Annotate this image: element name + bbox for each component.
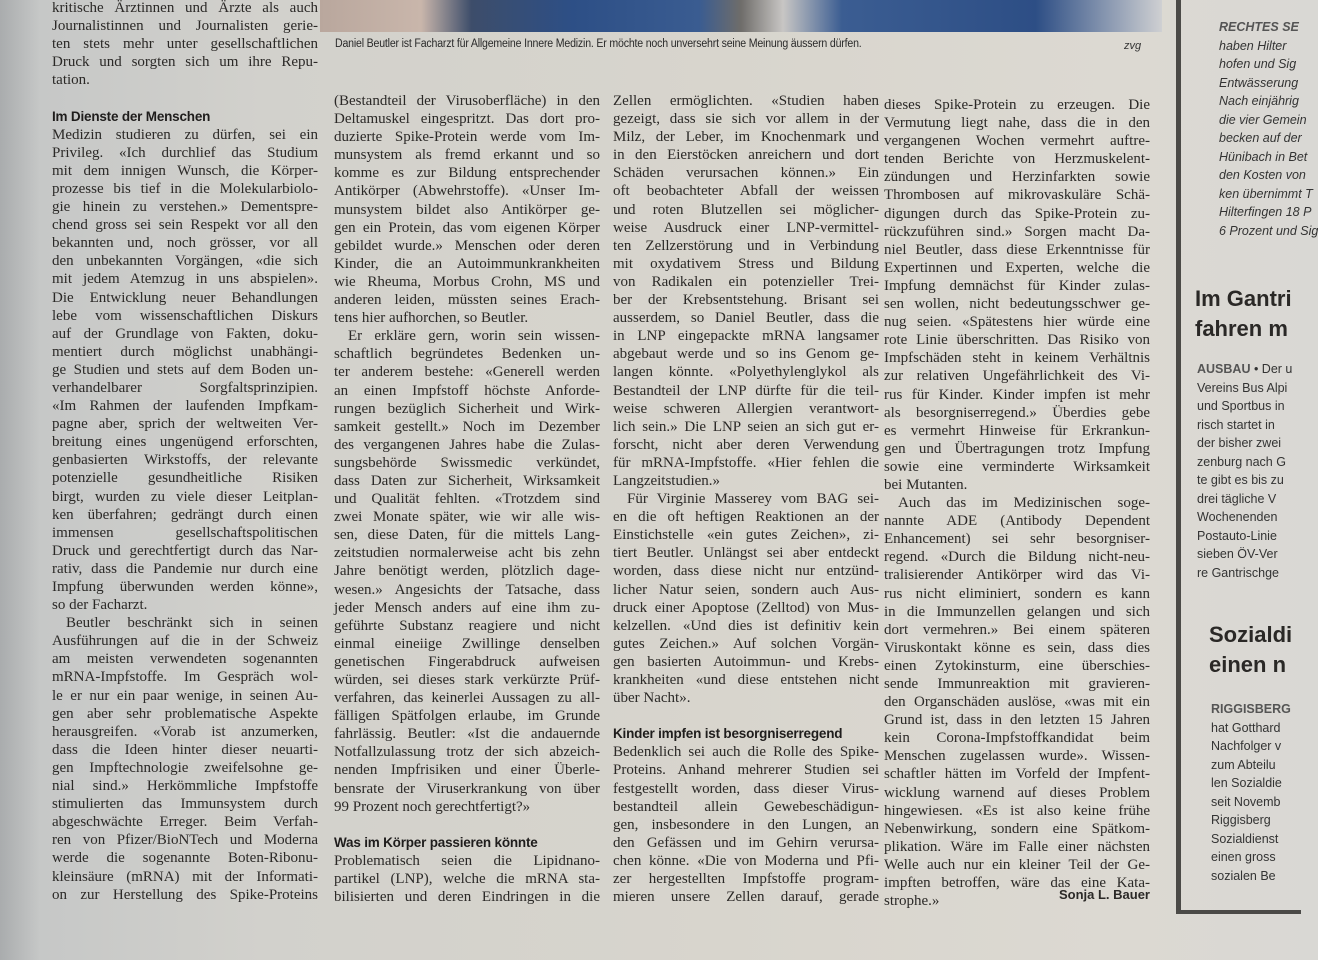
text-line: kleinsäure (mRNA) mit der Informati- — [52, 868, 318, 885]
text-line: Viruskontakt könne es sein, dass dies — [884, 639, 1150, 656]
text-line: fahrlässig. Beutler: «Ist die andauernde — [334, 726, 600, 743]
text-line: nenden Impfrisiken und einer Überle- — [334, 762, 600, 779]
text-line: weise Ausdruck einer LNP-vermittel- — [613, 219, 879, 236]
photo-credit: zvg — [1124, 40, 1142, 52]
sidebar-text-line: der bisher zwei — [1197, 436, 1282, 450]
text-line: bei Mutanten. — [884, 476, 968, 493]
text-line: niel Beutler, dass diese Erkenntnisse für — [884, 241, 1150, 258]
text-line: kein Corona-Impfstoffkandidat beim — [884, 730, 1150, 747]
text-line: Journalistinnen und Journalisten gerie- — [52, 18, 318, 35]
text-line: kritische Ärztinnen und Ärzte als auch — [52, 0, 318, 16]
text-line: tralisierender Antikörper wird das Vi- — [884, 567, 1150, 584]
text-line: mentiert durch möglichst unabhängi- — [52, 343, 318, 360]
photo-caption: Daniel Beutler ist Facharzt für Allgemeine Innere Medizin. Er möchte noch unversehrt seine Meinung äussern dürfen. — [335, 38, 862, 50]
text-line: Menschen zugelassen wurde». Wissen- — [884, 748, 1150, 765]
sidebar-text-line: ken übernimmt T — [1219, 186, 1313, 201]
text-line: Bedenklich sei auch die Rolle des Spike- — [613, 744, 879, 761]
sidebar-text-line: zum Abteilu — [1211, 757, 1276, 772]
text-line: es vermehrt Hinweise für Erkrankun- — [884, 422, 1150, 439]
text-line: impften betroffen, wäre das eine Kata- — [884, 875, 1150, 892]
text-line: mRNA-Impfstoffe. Im Gespräch wol- — [52, 669, 318, 686]
text-line: pagne aber, sprich der weltweiten Ver- — [52, 416, 318, 433]
text-line: on zur Herstellung des Spike-Proteins — [52, 886, 318, 903]
text-line: Die Entwicklung neuer Behandlungen — [52, 289, 318, 306]
text-line: am meisten verwendeten sogenannten — [52, 651, 318, 668]
text-line: werde die sogenannte Boten-Ribonu- — [52, 850, 318, 867]
text-line: wicklung warnend auf dieses Problem — [884, 784, 1150, 801]
text-line: birgt, wurden zu viele dieser Leitplan- — [52, 488, 318, 505]
text-line: rungen bezüglich Sicherheit und Wirk- — [334, 400, 600, 417]
text-line: wesen.» Angesichts der Tatsache, dass — [334, 581, 600, 598]
text-line: oft beobachteter Abfall der weissen — [613, 183, 879, 200]
text-line: zwei Monate später, wie wir alle wis- — [334, 509, 600, 526]
text-line: Impfschäden steht in keinem Verhältnis — [884, 350, 1150, 367]
sidebar-story-3-body — [1211, 719, 1291, 886]
text-line: gen und Übertragungen trotz Impfung — [884, 440, 1150, 457]
text-line: an einen Impfstoff höchste Anforde- — [334, 382, 600, 399]
text-line: den Gefässen und im Gehirn verursa- — [613, 834, 879, 851]
article-photo — [320, 0, 1162, 32]
sidebar-text-line: die vier Gemein — [1219, 112, 1307, 127]
sidebar-news-box — [1176, 0, 1318, 914]
text-line: rus nicht eliminiert, sondern es kann — [884, 585, 1150, 602]
text-line: bilisierten und deren Eindringen in die — [334, 889, 600, 906]
text-line: dass die Ideen hinter dieser neuarti- — [52, 741, 318, 758]
text-line: lebe vom wissenschaftlichen Diskurs — [52, 307, 318, 324]
text-line: potenzielle gesundheitliche Risiken — [52, 470, 318, 487]
sidebar-story-2-kicker: AUSBAU — [1197, 362, 1251, 376]
text-line: geführte Substanz reagiere und nicht — [334, 617, 600, 634]
text-line: «Im Rahmen der laufenden Impfkam- — [52, 398, 318, 415]
text-line: Expertinnen und Experten, welche die — [884, 259, 1150, 276]
text-line: gen ein Protein, das vom eigenen Körper — [334, 219, 600, 236]
text-line: sen, diese Daten, für die mittels Lang- — [334, 527, 600, 544]
text-line: prozesse bis tief in die Molekularbiolo- — [52, 180, 318, 197]
author-byline: Sonja L. Bauer — [1058, 887, 1150, 902]
text-line: Auch das im Medizinischen soge- — [898, 495, 1150, 512]
text-line: breitung eines ungenügend erforschten, — [52, 434, 318, 451]
text-line: tens hier aufhorchen, so Beutler. — [334, 310, 529, 327]
sidebar-story-2-headline — [1195, 284, 1292, 344]
sidebar-text-line: len Sozialdie — [1211, 776, 1282, 790]
sidebar-text-line: seit Novemb — [1211, 794, 1281, 809]
sidebar-text-line: Nach einjährig — [1219, 94, 1299, 108]
sidebar-text-line: Sozialdienst — [1211, 831, 1279, 846]
text-line: ten Zellzerstörung und in Verbindung — [613, 237, 879, 254]
text-line: Antikörper (Abwehrstoffe). «Unser Im- — [334, 183, 600, 200]
sidebar-text-line: haben Hilter — [1219, 38, 1287, 53]
text-line: Notfallzulassung trotz der sich abzeich- — [334, 744, 600, 761]
text-line: schaftlich begründetes Bedenken un- — [334, 346, 600, 363]
sidebar-text-line: Vereins Bus Alpi — [1197, 380, 1288, 395]
text-line: druck einer Apoptose (Zelltod) von Mus- — [613, 599, 879, 616]
text-line: schaftler hätten im Vorfeld der Impfent- — [884, 766, 1150, 783]
text-line: stimulierten das Immunsystem durch — [52, 796, 318, 813]
text-line: Proteins. Anhand mehrerer Studien sei — [613, 762, 879, 779]
text-line: Druck und sorgten sich um ihre Repu- — [52, 54, 318, 71]
text-line: genbasierten Wirkstoffs, der relevante — [52, 452, 318, 469]
sidebar-story-2-kicker-rest: • Der u — [1250, 362, 1293, 376]
sidebar-text-line: re Gantrischge — [1197, 565, 1279, 580]
text-line: le er nur ein paar wenige, in seinen Au- — [52, 687, 318, 704]
sidebar-text-line: 6 Prozent und Sig — [1219, 223, 1318, 238]
text-line: auf der Grundlage von Fakten, doku- — [52, 325, 318, 342]
text-line: Vermutung liegt nahe, dass die in den — [884, 115, 1150, 132]
text-line: in den Eierstöcken anreichern und dort — [613, 147, 879, 164]
sidebar-text-line: hat Gotthard — [1211, 720, 1281, 735]
text-line: plikation. Wäre im Falle einer nächsten — [884, 838, 1150, 855]
text-line: langen könnte. «Polyethylenglykol als — [613, 364, 879, 381]
text-line: Er erkläre gern, worin sein wissen- — [348, 328, 600, 345]
text-line: gen Impftechnologie zweifelsohne ge- — [52, 759, 318, 776]
text-line: einmal eineiige Zwillinge denselben — [334, 635, 600, 652]
text-line: bekannten und, noch grösser, vor all — [52, 235, 318, 252]
sidebar-story-1 — [1219, 18, 1318, 240]
section-heading: Kinder impfen ist besorgniserregend — [613, 726, 843, 742]
headline-line[interactable]: Sozialdi — [1209, 622, 1293, 647]
text-line: abgebaut werde und so ins Genom ge- — [613, 346, 879, 363]
text-line: Problematisch seien die Lipidnano- — [334, 852, 600, 869]
text-line: Langzeitstudien.» — [613, 472, 721, 489]
sidebar-text-line: den Kosten von — [1219, 168, 1306, 182]
text-line: tiert Beutler. Unlängst sei aber entdeckt — [613, 545, 879, 562]
text-line: ren von Pfizer/BioNTech und Moderna — [52, 832, 318, 849]
sidebar-text-line: zenburg nach G — [1197, 454, 1286, 469]
text-line: rus für Kinder. Kinder impfen ist mehr — [884, 386, 1150, 403]
text-line: gen, insbesondere in den Lungen, an — [613, 816, 879, 833]
text-line: vergangenen Wochen vermehrt auftre- — [884, 133, 1150, 150]
text-line: mieren unsere Zellen darauf, gerade — [613, 889, 879, 906]
text-line: Druck und gerechtfertigt durch das Nar- — [52, 542, 318, 559]
headline-line[interactable]: Im Gantri — [1195, 286, 1292, 311]
text-line: festgestellt worden, dass dieser Virus- — [613, 780, 879, 797]
text-line: strophe.» — [884, 893, 940, 910]
text-line: ken überfahren; gedrängt durch einen — [52, 506, 318, 523]
text-line: zur relativen Ungefährlichkeit des Vi- — [884, 368, 1150, 385]
section-heading: Im Dienste der Menschen — [52, 108, 211, 124]
text-line: Jahre benötigt werden, plötzlich dage- — [334, 563, 600, 580]
text-line: kelzellen. «Und dies ist definitiv kein — [613, 617, 879, 634]
sidebar-text-line: becken auf der — [1219, 131, 1302, 145]
text-line: gebildet wurde.» Menschen oder deren — [334, 237, 600, 254]
sidebar-text-line: Postauto-Linie — [1197, 528, 1277, 543]
text-line: tation. — [52, 72, 90, 89]
sidebar-text-line: Riggisberg — [1211, 813, 1271, 827]
text-line: den Organschäden auslöse, «was mit ein — [884, 694, 1150, 711]
text-line: Impfung überwunden werden könne», — [52, 579, 318, 595]
text-line: ge Studien und stets auf dem Boden un- — [52, 361, 318, 378]
text-line: nug seien. «Spätestens hier würde eine — [884, 314, 1150, 331]
text-line: chen könne. «Die von Moderna und Pfi- — [613, 852, 879, 869]
text-line: licher Natur seien, sondern auch Aus- — [613, 581, 879, 598]
text-line: einen Zytokinsturm, eine überschies- — [884, 657, 1150, 674]
text-line: für mRNA-Impfstoffe. «Hier fehlen die — [613, 454, 879, 471]
text-line: krankheiten «und diese entstehen nicht — [613, 672, 879, 688]
sidebar-story-3-kicker: RIGGISBERG — [1211, 702, 1291, 716]
text-line: zer hergestellten Impfstoffe program- — [613, 871, 879, 888]
sidebar-text-line: Wochenenden — [1197, 510, 1278, 524]
text-line: Thrombosen auf mikrovaskuläre Schä- — [884, 187, 1150, 204]
text-line: zündungen und Herzinfarkten sowie — [884, 169, 1150, 186]
text-line: jeder Mensch anders auf eine ihm zu- — [334, 599, 600, 616]
text-line: mit oxydativem Stress und Bildung — [613, 255, 879, 272]
text-line: und roten Blutzellen sei möglicher- — [613, 201, 879, 218]
text-line: Deltamuskel eingespritzt. Das dort pro- — [334, 111, 600, 128]
text-line: in LNP eingepackte mRNA langsamer — [613, 328, 879, 345]
text-line: gie hinein zu verstehen.» Dementspre- — [52, 199, 318, 216]
text-line: verfahren, das keinerlei Aussagen zu all- — [334, 690, 600, 707]
text-line: munsystem bildet also Antikörper ge- — [334, 201, 600, 218]
text-line: des vergangenen Jahres habe die Zulas- — [334, 436, 600, 453]
text-line: lich sein.» Die LNP seien an sich gut er- — [613, 418, 879, 435]
text-line: Ausführungen auf die in der Schweiz — [52, 633, 318, 650]
text-line: dass Daten zur Sicherheit, Wirksamkeit — [334, 472, 600, 489]
sidebar-story-3 — [1211, 700, 1291, 885]
text-line: Milz, der Leber, im Knochenmark und — [613, 129, 879, 146]
text-line: gutes Zeichen.» Auf solchen Vorgän- — [613, 635, 879, 652]
text-line: Medizin studieren zu dürfen, sei ein — [52, 126, 318, 143]
text-line: wie Rheuma, Morbus Crohn, MS und — [334, 273, 600, 290]
sidebar-story-2 — [1197, 360, 1292, 582]
text-line: Beutler beschränkt sich in seinen — [66, 615, 318, 632]
text-line: Privileg. «Ich durchlief das Studium — [52, 144, 318, 161]
headline-line[interactable]: einen n — [1209, 652, 1287, 677]
text-line: duzierte Spike-Protein werde vom Im- — [334, 129, 600, 146]
text-line: sen wollen, nicht bedeutungsschwer ge- — [884, 296, 1150, 313]
text-line: partikel (LNP), welche die mRNA sta- — [334, 871, 600, 888]
text-line: (Bestandteil der Virusoberfläche) in den — [334, 93, 600, 109]
text-line: digungen durch das Spike-Protein zu- — [884, 205, 1150, 222]
sidebar-text-line: Hilterfingen 18 P — [1219, 205, 1312, 219]
text-line: dieses Spike-Protein zu erzeugen. Die — [884, 97, 1150, 113]
text-line: ter anderem bestehe: «Generell werden — [334, 364, 600, 381]
text-line: Für Virginie Masserey vom BAG sei- — [627, 491, 879, 508]
sidebar-text-line: sieben ÖV-Ver — [1197, 547, 1278, 561]
text-line: immensen gesellschaftspolitischen — [52, 524, 318, 541]
text-line: Welle auch nur ein kleiner Teil der Ge- — [884, 856, 1150, 873]
text-line: bestandteil allein Gewebeschädigun- — [613, 798, 879, 815]
text-line: abgeschwächte Erreger. Beim Verfah- — [52, 814, 318, 831]
text-line: Einstichstelle «ein gutes Zeichen», zi- — [613, 527, 879, 544]
sidebar-text-line: Nachfolger v — [1211, 739, 1282, 753]
text-line: Zellen ermöglichten. «Studien haben — [613, 93, 879, 109]
text-line: gen aber sehr problematische Aspekte — [52, 705, 318, 722]
article-column-3 — [613, 92, 879, 906]
text-line: über Nacht». — [613, 690, 691, 707]
text-line: fälligen Spätfolgen erlaube, im Grunde — [334, 708, 600, 725]
page-shadow — [0, 0, 40, 960]
sidebar-text-line: risch startet in — [1197, 417, 1275, 432]
text-line: genetischen Fingerabdruck aufweisen — [334, 653, 600, 670]
text-line: tenden Berichte von Herzmuskelent- — [884, 151, 1150, 168]
text-line: Kinder, die an Autoimmunkrankheiten — [334, 255, 600, 272]
text-line: mit dem innigen Wunsch, die Körper- — [52, 162, 318, 179]
text-line: in die Immunzellen gelangen und sich — [884, 603, 1150, 620]
article-column-2 — [334, 92, 600, 906]
text-line: gen basierten Autoimmun- und Krebs- — [613, 653, 879, 670]
text-line: Bestandteil der LNP dürfte für die teil- — [613, 382, 879, 399]
text-line: Enhancement) sei sehr besorgniser- — [884, 531, 1150, 548]
text-line: bensrate der Viruserkrankung von über — [334, 780, 600, 797]
text-line: hingewiesen. «Es ist also keine frühe — [884, 802, 1150, 819]
text-line: gezeigt, dass sie sich vor allem in der — [613, 111, 879, 128]
sidebar-text-line: hofen und Sig — [1219, 57, 1297, 71]
text-line: ber der Krebsentstehung. Brisant sei — [613, 292, 879, 309]
text-line: weise schweren Allergien verantwort- — [613, 400, 879, 417]
text-line: Nebenwirkung, sondern eine Spätkom- — [884, 820, 1150, 837]
text-line: komme es zur Bildung entsprechender — [334, 165, 600, 182]
text-line: Schäden verursachen können.» Ein — [613, 165, 879, 182]
text-line: regend. «Durch die Bildung nicht-neu- — [884, 549, 1150, 566]
sidebar-story-3-headline — [1209, 620, 1292, 680]
text-line: worden, dass diese nicht nur entzünd- — [613, 563, 879, 580]
text-line: Grund ist, dass in den letzten 15 Jahren — [884, 712, 1150, 729]
text-line: verhandelbarer Sorgfaltsprinzipien. — [52, 379, 318, 396]
text-line: ausserdem, so Daniel Beutler, dass die — [613, 310, 879, 327]
text-line: sende Immunreaktion mit gravieren- — [884, 676, 1150, 692]
sidebar-text-line: sozialen Be — [1211, 868, 1276, 883]
text-line: chend gross sei sein Respekt vor all den — [52, 217, 318, 234]
text-line: rückzuführen sind.» Sorgen macht Da- — [884, 223, 1150, 240]
text-line: anderen leiden, müssten seines Erach- — [334, 292, 600, 309]
text-line: zeitstudien normalerweise acht bis zehn — [334, 545, 600, 562]
sidebar-story-2-body — [1197, 379, 1292, 583]
text-line: Impfung demnächst für Kinder zulas- — [884, 277, 1150, 294]
headline-line[interactable]: fahren m — [1195, 316, 1288, 341]
text-line: forscht, nicht aber deren Verwendung — [613, 436, 879, 453]
text-line: rote Linie überschritten. Das Risiko von — [884, 332, 1150, 349]
text-line: würden, sei dieses stark verkürzte Prüf- — [334, 672, 600, 688]
sidebar-text-line: Entwässerung — [1219, 75, 1299, 90]
text-line: en die oft heftigen Reaktionen an der — [613, 509, 879, 526]
text-line: nannte ADE (Antibody Dependent — [884, 513, 1150, 530]
text-line: herausgreifen. «Vorab ist anzumerken, — [52, 723, 318, 740]
text-line: sowie eine verminderte Wirksamkeit — [884, 458, 1150, 475]
sidebar-text-line: drei tägliche V — [1197, 491, 1277, 506]
article-column-1 — [52, 0, 318, 904]
text-line: von Radikalen ein potenzieller Trei- — [613, 273, 879, 290]
sidebar-story-1-kicker: RECHTES SE — [1219, 20, 1299, 34]
text-line: 99 Prozent noch gerechtfertigt?» — [334, 798, 531, 815]
text-line: so der Facharzt. — [52, 597, 148, 614]
text-line: dort vermehren.» Bei einem späteren — [884, 621, 1150, 638]
text-line: rativ, dass die Pandemie nur durch eine — [52, 560, 318, 577]
sidebar-text-line: und Sportbus in — [1197, 399, 1285, 413]
text-line: als besorgniserregend.» Überdies gebe — [884, 404, 1150, 421]
text-line: den unbekannten Vorgängen, «die sich — [52, 253, 318, 270]
text-line: mit jedem Atemzug in uns abspielen». — [52, 271, 318, 288]
section-heading: Was im Körper passieren könnte — [334, 834, 538, 850]
text-line: samkeit gestellt.» Noch im Dezember — [334, 418, 600, 435]
text-line: sungsbehörde Swissmedic verkündet, — [334, 454, 600, 471]
sidebar-text-line: Hünibach in Bet — [1219, 149, 1308, 164]
article-column-4 — [884, 96, 1150, 910]
sidebar-story-1-body — [1219, 37, 1318, 241]
sidebar-text-line: te gibt es bis zu — [1197, 473, 1284, 487]
text-line: munsystem als fremd erkannt und so — [334, 147, 600, 164]
text-line: nial sind.» Herkömmliche Impfstoffe — [52, 778, 318, 795]
sidebar-text-line: einen gross — [1211, 850, 1276, 864]
text-line: ten stets mehr unter gesellschaftlichen — [52, 36, 318, 53]
text-line: und Qualität fehlten. «Trotzdem sind — [334, 491, 600, 508]
